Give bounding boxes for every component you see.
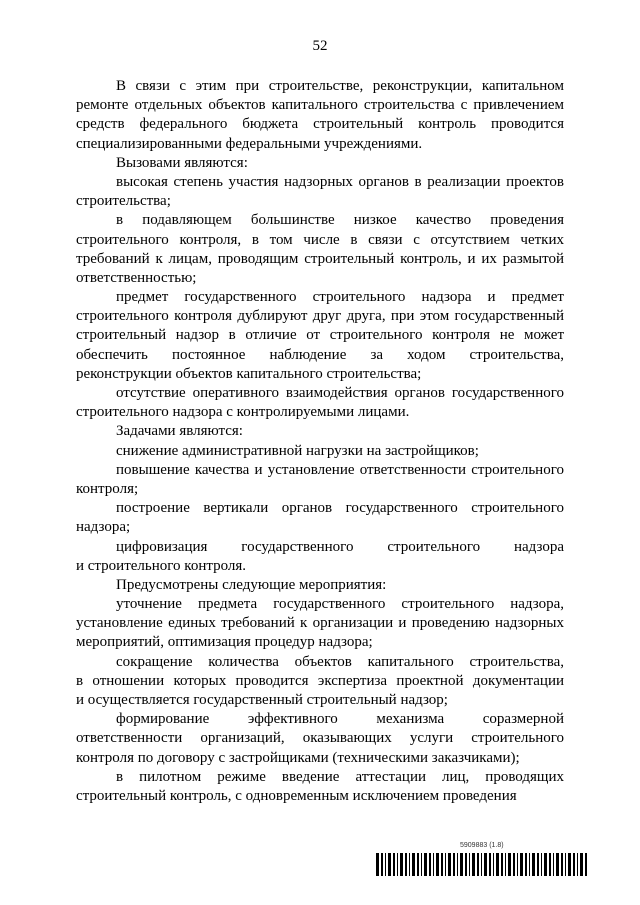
barcode-bar	[577, 853, 578, 876]
paragraph	[76, 422, 564, 441]
paragraph	[76, 211, 564, 288]
paragraph	[76, 461, 564, 499]
barcode-bar	[568, 853, 571, 876]
barcode-bar	[424, 853, 427, 876]
barcode-bar	[409, 853, 410, 876]
body-text	[76, 77, 564, 806]
barcode-bar	[457, 853, 458, 876]
barcode-bar	[585, 853, 587, 876]
barcode-bar	[400, 853, 403, 876]
barcode-bar	[465, 853, 467, 876]
barcode-bar	[453, 853, 455, 876]
text-line: установление единых требований к организации и проведению надзорных	[76, 615, 564, 632]
text-line: строительный надзор в отличие от строительного контроля не может	[76, 327, 564, 344]
text-line: контроля по договору с застройщиками (техническими заказчиками);	[76, 749, 520, 766]
text-line: отсутствие оперативного взаимодействия органов государственного	[116, 385, 564, 401]
page-number: 52	[312, 38, 328, 54]
barcode-bar	[573, 853, 575, 876]
barcode-bar	[553, 853, 554, 876]
text-line: Предусмотрены следующие мероприятия:	[116, 576, 387, 593]
barcode-bar	[517, 853, 518, 876]
text-line: требований к лицам, проводящим строительный контроль, и их размытой	[76, 250, 564, 267]
paragraph	[76, 653, 564, 711]
barcode-bar	[436, 853, 439, 876]
text-line: средств федерального бюджета строительный контроль проводится	[76, 116, 564, 133]
barcode-bar	[412, 853, 415, 876]
barcode-bar	[385, 853, 386, 876]
text-line: строительного надзора с контролируемыми лицами.	[76, 404, 410, 421]
barcode-bar	[460, 853, 463, 876]
barcode-bar	[505, 853, 506, 876]
barcode-bar	[556, 853, 559, 876]
text-line: обеспечить постоянное наблюдение за ходом строительства,	[76, 346, 564, 363]
barcode-bar	[489, 853, 491, 876]
text-line: надзора;	[76, 519, 131, 536]
barcode-bar	[376, 853, 379, 876]
text-line: и строительного контроля.	[76, 557, 247, 574]
barcode-bar	[501, 853, 503, 876]
text-line: строительства;	[76, 193, 171, 210]
barcode-bar	[393, 853, 395, 876]
text-line: повышение качества и установление ответственности строительного	[116, 461, 564, 478]
barcode-bar	[513, 853, 515, 876]
paragraph	[76, 710, 564, 768]
text-line: сокращение количества объектов капитального строительства,	[116, 653, 564, 670]
barcode-bar	[484, 853, 487, 876]
barcode-bar	[493, 853, 494, 876]
barcode-bar	[448, 853, 451, 876]
barcode-bar	[549, 853, 551, 876]
paragraph	[76, 173, 564, 211]
paragraph	[76, 442, 564, 461]
text-line: Вызовами являются:	[116, 154, 248, 171]
barcode-bar	[580, 853, 583, 876]
barcode-bar	[544, 853, 547, 876]
text-line: контроля;	[76, 480, 139, 497]
text-line: реконструкции объектов капитального строительства;	[76, 365, 422, 382]
text-line: снижение административной нагрузки на застройщиков;	[116, 442, 479, 459]
text-line: мероприятий, оптимизация процедур надзора;	[76, 634, 373, 651]
barcode-bar	[441, 853, 443, 876]
text-line: строительного контроля дублируют друг друга, при этом государственный	[76, 308, 564, 325]
barcode-bar	[421, 853, 422, 876]
text-line: высокая степень участия надзорных органов в реализации проектов	[116, 173, 564, 190]
barcode-bar	[469, 853, 470, 876]
text-line: построение вертикали органов государственного строительного	[116, 500, 564, 517]
text-line: и осуществляется государственный строительный надзор;	[76, 692, 448, 708]
barcode-bar	[481, 853, 482, 876]
barcode-bar	[433, 853, 434, 876]
barcode-bar	[532, 853, 535, 876]
text-line: строительного контроля, в том числе в связи с отсутствием четких	[76, 231, 564, 248]
paragraph	[76, 499, 564, 537]
text-line: цифровизация государственного строительного надзора	[116, 538, 564, 555]
barcode-bar	[472, 853, 475, 876]
paragraph	[76, 576, 564, 595]
text-line: специализированными федеральными учреждениями.	[76, 135, 423, 152]
barcode-bar	[405, 853, 407, 876]
barcode-bar	[508, 853, 511, 876]
barcode-bar	[417, 853, 419, 876]
text-line: ответственности организаций, оказывающих услуги строительного	[76, 730, 564, 747]
barcode-bar	[397, 853, 398, 876]
document-code: 5909883 (1.8)	[460, 842, 504, 849]
barcode-bar	[541, 853, 542, 876]
paragraph	[76, 595, 564, 653]
text-line: формирование эффективного механизма соразмерной	[116, 711, 564, 728]
text-line: в пилотном режиме введение аттестации лиц, проводящих	[116, 768, 564, 785]
paragraph	[76, 77, 564, 154]
text-line: В связи с этим при строительстве, реконструкции, капитальном	[116, 78, 564, 94]
text-line: Задачами являются:	[116, 423, 243, 440]
barcode-bar	[561, 853, 563, 876]
barcode-bar	[429, 853, 431, 876]
barcode-bar	[520, 853, 523, 876]
text-line: предмет государственного строительного надзора и предмет	[116, 289, 564, 306]
barcode-bar	[565, 853, 566, 876]
paragraph	[76, 538, 564, 576]
paragraph	[76, 768, 564, 806]
barcode-bar	[496, 853, 499, 876]
text-line: уточнение предмета государственного строительного надзора,	[116, 596, 564, 613]
text-line: строительный контроль, с одновременным исключением проведения	[76, 787, 517, 804]
barcode-bar	[477, 853, 479, 876]
barcode-bar	[525, 853, 527, 876]
barcode-bar	[388, 853, 391, 876]
text-line: ответственностью;	[76, 269, 197, 286]
text-line: в отношении которых проводится экспертиза проектной документации	[76, 672, 564, 689]
barcode-bar	[537, 853, 539, 876]
text-line: в подавляющем большинстве низкое качество проведения	[116, 212, 564, 229]
barcode-bar	[381, 853, 383, 876]
barcode-image	[376, 853, 590, 876]
text-line: ремонте отдельных объектов капитального строительства с привлечением	[76, 97, 564, 114]
paragraph	[76, 288, 564, 384]
paragraph	[76, 384, 564, 422]
paragraph	[76, 154, 564, 173]
barcode-bar	[529, 853, 530, 876]
barcode-bar	[445, 853, 446, 876]
